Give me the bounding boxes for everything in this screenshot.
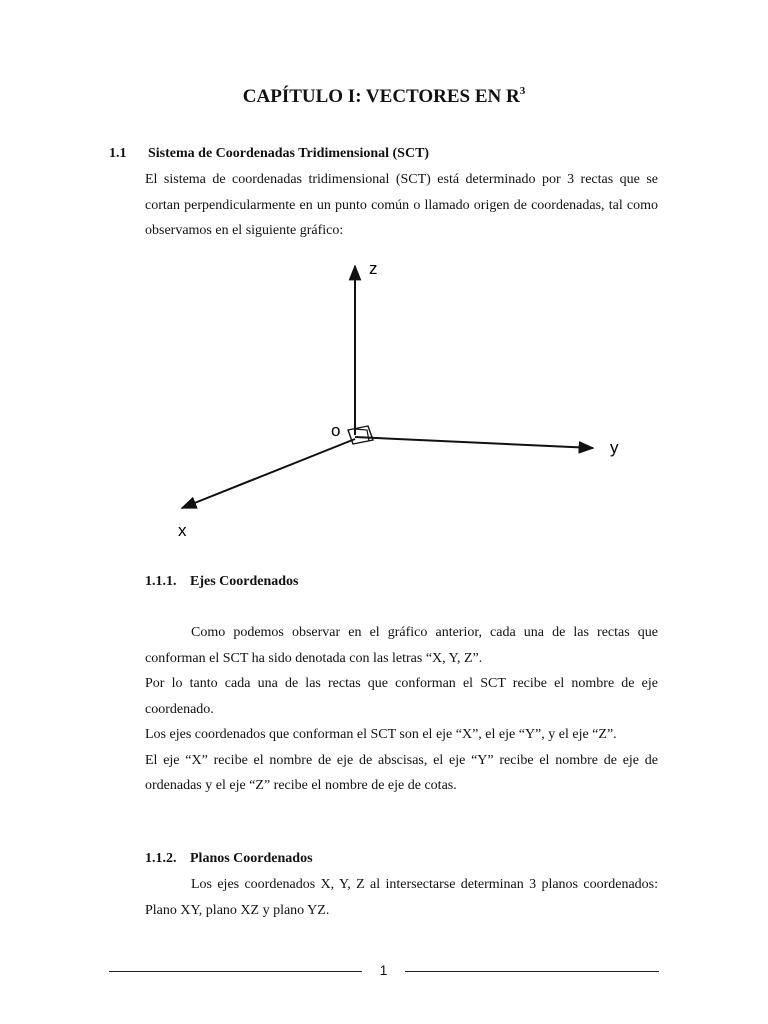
origin-label: o bbox=[331, 421, 341, 440]
z-axis-label: z bbox=[369, 259, 378, 278]
x-axis-label: x bbox=[178, 521, 187, 540]
chapter-title bbox=[0, 86, 768, 108]
page-number: 1 bbox=[379, 962, 388, 978]
footer-rule-right bbox=[405, 971, 659, 972]
section-1-1-paragraph: El sistema de coordenadas tridimensional (SCT) está determinado por 3 rectas que se cortan perpendicularmente en un punto común o llamado origen de coordenadas, tal como observamos en el siguiente gráfico: bbox=[145, 172, 658, 238]
body-line: Como podemos observar en el gráfico anterior, cada una de las rectas que conforman el SCT ha sido denotada con las letras “X, Y, Z”. bbox=[145, 625, 658, 666]
chapter-title-text: CAPÍTULO I: VECTORES EN R bbox=[242, 86, 520, 107]
section-1-1-2-paragraph: Los ejes coordenados X, Y, Z al intersectarse determinan 3 planos coordenados: Plano XY, plano XZ y plano YZ. bbox=[145, 877, 658, 918]
section-number: 1.1 bbox=[109, 146, 127, 161]
section-heading-1-1 bbox=[109, 146, 429, 162]
y-axis-label: y bbox=[610, 438, 619, 457]
section-heading-1-1-1 bbox=[145, 574, 299, 590]
section-1-1-1-body bbox=[145, 620, 658, 799]
body-line: Los ejes coordenados que conforman el SCT son el eje “X”, el eje “Y”, y el eje “Z”. bbox=[145, 727, 617, 742]
subsection-title: Ejes Coordenados bbox=[190, 574, 299, 589]
subsection-number: 1.1.1. bbox=[145, 574, 177, 589]
chapter-title-superscript: 3 bbox=[519, 85, 526, 97]
coordinate-system-diagram bbox=[160, 250, 640, 550]
footer-rule-left bbox=[109, 971, 362, 972]
x-axis-line bbox=[182, 439, 355, 508]
body-line: Por lo tanto cada una de las rectas que conforman el SCT recibe el nombre de eje coordenado. bbox=[145, 676, 658, 717]
section-heading-1-1-2 bbox=[145, 851, 313, 867]
right-angle-marker bbox=[348, 426, 373, 444]
body-line: El eje “X” recibe el nombre de eje de abscisas, el eje “Y” recibe el nombre de eje de ordenadas y el eje “Z” recibe el nombre de eje de cotas. bbox=[145, 752, 658, 793]
subsection-number: 1.1.2. bbox=[145, 851, 177, 866]
y-axis-line bbox=[355, 437, 593, 448]
subsection-title: Planos Coordenados bbox=[190, 851, 313, 866]
section-title: Sistema de Coordenadas Tridimensional (SCT) bbox=[148, 146, 430, 161]
